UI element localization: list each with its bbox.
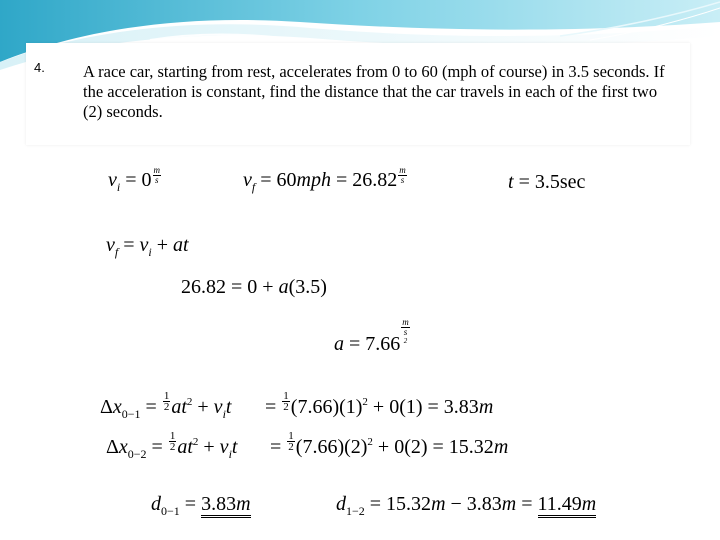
displacement-0-1-equation: $\Delta x_{0-1}$ = $\frac{1}{2}$ $at^2 + v_it$ bbox=[100, 390, 232, 421]
distance-first-second: $d_{0-1} = 3.83m$ bbox=[151, 493, 251, 518]
given-time: t = 3.5sec bbox=[508, 171, 586, 193]
given-initial-velocity: $v_i = 0$ $\frac{m}{s}$ bbox=[108, 165, 161, 194]
substitution-equation: 26.82 = 0 + a(3.5) bbox=[181, 276, 327, 298]
problem-statement: A race car, starting from rest, accelerates from 0 to 60 (mph of course) in 3.5 seconds. If the acceleration is constant, find the distance that the car travels in each of the first two (2) seconds. bbox=[83, 62, 665, 121]
displacement-0-2-equation: $\Delta x_{0-2}$ = $\frac{1}{2}$ $at^2 + v_it$ bbox=[106, 430, 238, 461]
distance-second-second: $d_{1-2} = 15.32m - 3.83m = 11.49m$ bbox=[336, 493, 597, 518]
problem-number: 4. bbox=[34, 60, 45, 75]
displacement-0-1-result: = $\frac{1}{2}$ $(7.66)(1)^2 + 0(1) = 3.83m$ bbox=[265, 390, 494, 418]
displacement-0-2-result: = $\frac{1}{2}$ $(7.66)(2)^2 + 0(2) = 15.32m$ bbox=[270, 430, 509, 458]
given-final-velocity: $v_f = 60mph = 26.82$ $\frac{m}{s}$ bbox=[243, 165, 406, 194]
velocity-equation: $v_f = v_i$ + at bbox=[106, 234, 189, 259]
acceleration-result: a = 7.66 m s $^2$ bbox=[334, 317, 409, 355]
